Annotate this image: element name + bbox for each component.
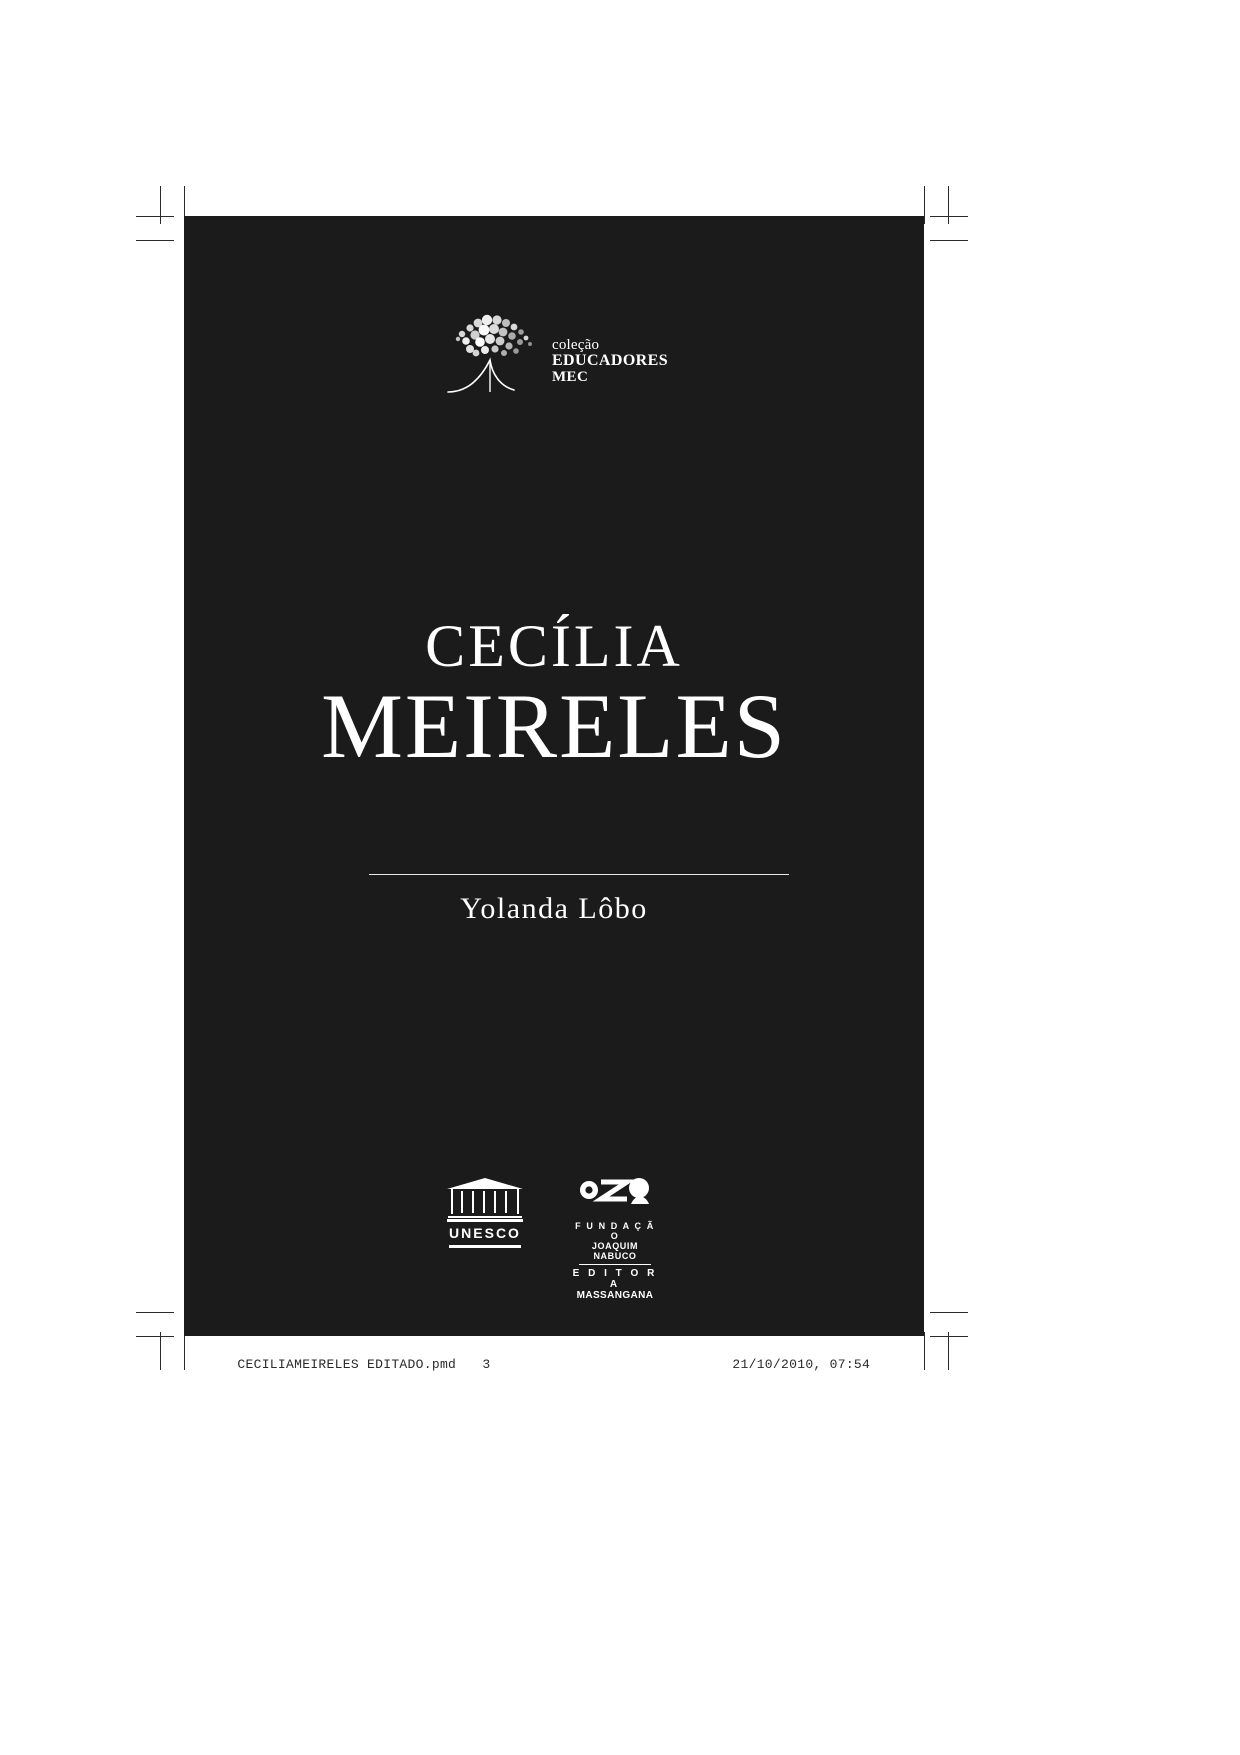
crop-mark-bottom-left-inner-horizontal [136,1336,174,1337]
slug-file-name: CECILIAMEIRELES EDITADO.pmd [237,1357,457,1372]
unesco-temple-icon [447,1178,523,1222]
crop-mark-bottom-left-inner-vertical [184,1332,185,1370]
crop-mark-top-right-inner-vertical [948,186,949,224]
unesco-underline [449,1245,521,1248]
book-cover [184,216,924,1336]
tree-icon [440,308,550,398]
series-logo-line2: EDUCADORES [551,352,668,370]
slug-page-number: 3 [482,1357,491,1372]
crop-mark-top-right-inner-horizontal [930,240,968,241]
crop-mark-bottom-left-vertical [160,1332,161,1370]
crop-mark-top-left-inner-horizontal [136,240,174,241]
title-last-name: MEIRELES [321,675,787,777]
slug-timestamp: 21/10/2010, 07:54 [732,1357,871,1372]
fjn-mark-icon [577,1178,653,1218]
fjn-line3: E D I T O R A [572,1268,658,1290]
fjn-line2: JOAQUIM NABUCO [591,1241,639,1261]
fjn-line1: F U N D A Ç Ã O [575,1221,655,1241]
fundacao-joaquim-nabuco-logo [569,1178,661,1301]
crop-mark-top-right-vertical [924,186,925,224]
fjn-line4: MASSANGANA [576,1290,654,1301]
unesco-wordmark: UNESCO [449,1225,521,1241]
unesco-logo [447,1178,523,1248]
series-logo-text [552,338,668,386]
title-first-name: CECÍLIA [425,613,683,679]
series-logo-line3: MEC [551,369,589,386]
series-logo [184,308,924,398]
crop-mark-bottom-right-inner-horizontal [930,1336,968,1337]
crop-mark-top-left-vertical [160,186,161,224]
print-slug [205,1342,1105,1387]
crop-mark-top-left-horizontal [136,216,174,217]
title-divider [369,874,789,875]
author-name: Yolanda Lôbo [460,892,648,925]
series-logo-line1: coleção [551,336,600,353]
crop-mark-bottom-left-horizontal [136,1312,174,1313]
fjn-divider [579,1264,651,1265]
crop-mark-bottom-right-horizontal [930,1312,968,1313]
crop-mark-top-right-horizontal [930,216,968,217]
publisher-logos [184,1178,924,1301]
page-title [184,613,924,777]
